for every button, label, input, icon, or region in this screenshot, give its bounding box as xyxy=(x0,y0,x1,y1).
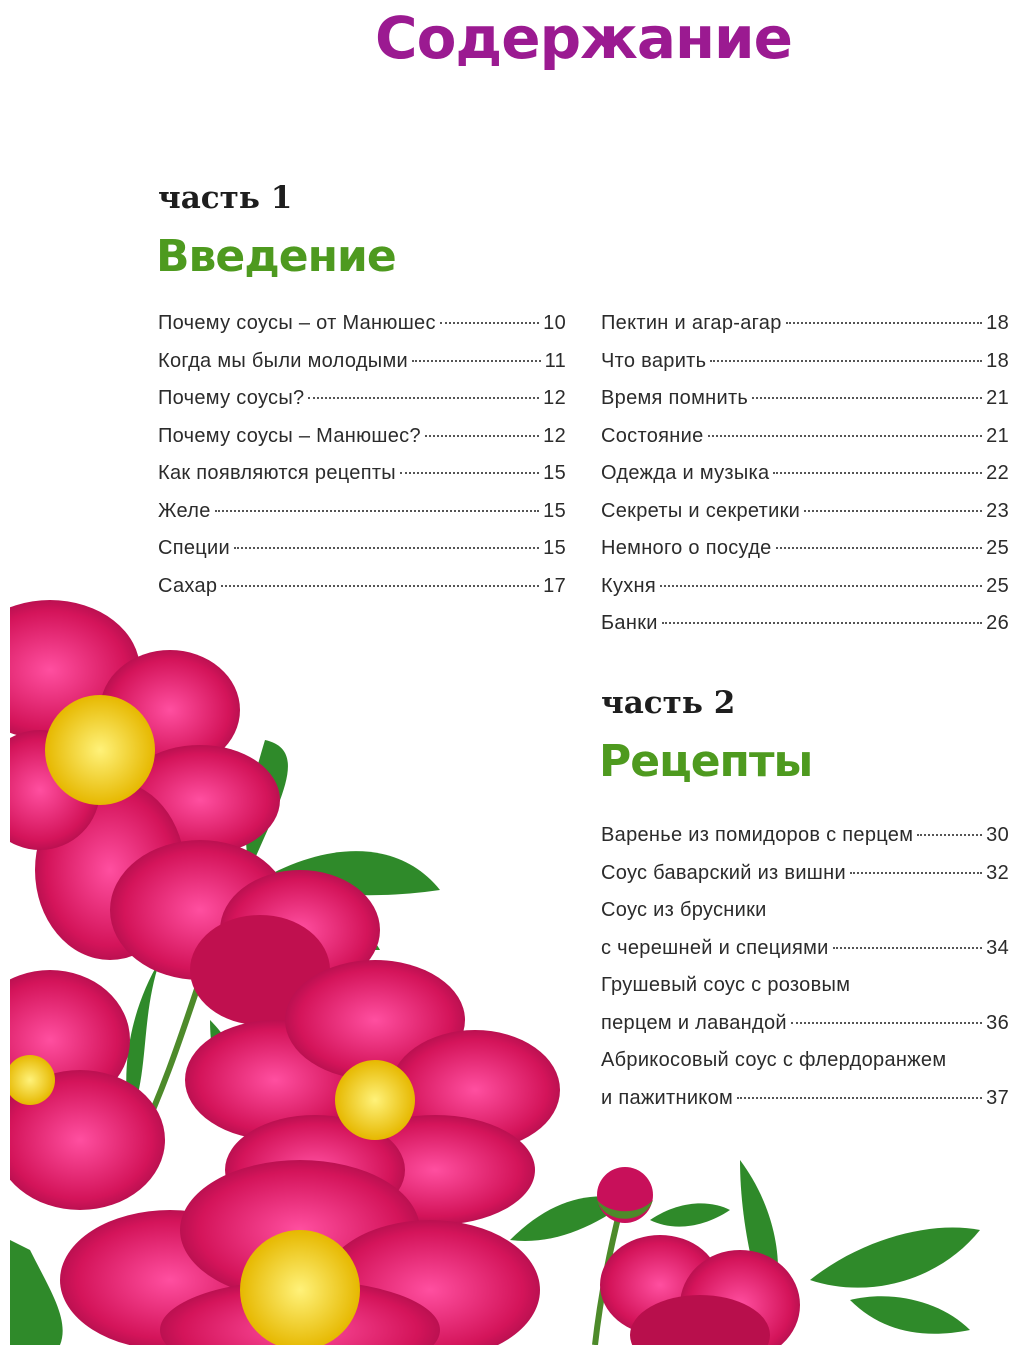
toc-entry-page: 18 xyxy=(986,349,1009,372)
toc-entry[interactable] xyxy=(601,312,1009,350)
toc-leader-dots xyxy=(234,547,539,549)
toc-entry-page: 34 xyxy=(986,936,1009,959)
toc-leader-dots xyxy=(308,397,539,399)
toc-entry-page: 22 xyxy=(986,462,1009,484)
toc-entry-title: Секреты и секретики xyxy=(601,499,801,522)
toc-entry[interactable] xyxy=(601,350,1009,388)
part1-heading: Введение xyxy=(156,231,396,282)
toc-entry-page: 26 xyxy=(986,612,1009,634)
toc-entry-title: Кухня xyxy=(601,574,657,597)
toc-entry-title-line1: Соус из брусники xyxy=(601,899,767,921)
leaf xyxy=(850,1296,970,1334)
toc-entry[interactable] xyxy=(601,425,1009,463)
toc-entry-page: 15 xyxy=(543,499,566,522)
toc-entry-page: 36 xyxy=(986,1011,1009,1034)
toc-entry-page: 10 xyxy=(543,312,566,334)
toc-entry-title-line1: Грушевый соус с розовым xyxy=(601,974,851,996)
toc-entry-page: 25 xyxy=(986,574,1009,597)
leaf xyxy=(810,1227,980,1287)
toc-entry-title: Что варить xyxy=(601,349,707,372)
toc-entry-title: перцем и лавандой xyxy=(601,1011,787,1034)
toc-entry[interactable] xyxy=(158,387,566,425)
toc-entry-page: 37 xyxy=(986,1086,1009,1109)
toc-entry-title: Состояние xyxy=(601,424,704,447)
toc-entry[interactable] xyxy=(601,537,1009,575)
toc-leader-dots xyxy=(400,472,539,474)
toc-entry[interactable] xyxy=(158,312,566,350)
toc-entry-page: 15 xyxy=(543,462,566,484)
toc-leader-dots xyxy=(221,585,539,587)
toc-entry[interactable] xyxy=(158,500,566,538)
part2-heading: Рецепты xyxy=(599,736,813,787)
toc-entry-page: 12 xyxy=(543,424,566,447)
toc-entry[interactable] xyxy=(158,425,566,463)
toc-entry-title: Немного о посуде xyxy=(601,537,772,559)
toc-entry[interactable] xyxy=(158,537,566,575)
toc-leader-dots xyxy=(412,360,541,362)
toc-entry-page: 11 xyxy=(544,349,566,372)
toc-entry-page: 12 xyxy=(543,387,566,409)
toc-entry-title: Почему соусы? xyxy=(158,387,305,409)
peony-flowers-illustration xyxy=(10,600,1010,1345)
toc-entry-title: Пектин и агар-агар xyxy=(601,312,782,334)
part1-label: часть 1 xyxy=(158,180,293,216)
toc-entry[interactable] xyxy=(601,387,1009,425)
toc-entry-title: Специи xyxy=(158,537,230,559)
toc-entry-title: с черешней и специями xyxy=(601,936,829,959)
toc-entry-title-line1: Абрикосовый соус с флердоранжем xyxy=(601,1049,947,1071)
toc-entry-title: Как появляются рецепты xyxy=(158,462,396,484)
toc-entry-title: Желе xyxy=(158,499,211,522)
part2-label: часть 2 xyxy=(601,685,736,721)
toc-entry-title: Почему соусы – Манюшес? xyxy=(158,424,421,447)
toc-entry-title: Одежда и музыка xyxy=(601,462,770,484)
toc-leader-dots xyxy=(660,585,982,587)
toc-entry-page: 25 xyxy=(986,537,1009,559)
leaf xyxy=(650,1203,730,1226)
toc-leader-dots xyxy=(215,510,539,512)
page-title: Содержание xyxy=(375,4,793,72)
toc-entry-page: 23 xyxy=(986,499,1009,522)
toc-entry-page: 15 xyxy=(543,537,566,559)
toc-leader-dots xyxy=(804,510,982,512)
toc-entry[interactable] xyxy=(158,462,566,500)
toc-leader-dots xyxy=(786,322,982,324)
toc-part1-column2 xyxy=(601,312,1009,650)
toc-leader-dots xyxy=(708,435,983,437)
toc-entry[interactable] xyxy=(158,350,566,388)
toc-entry-title: и пажитником xyxy=(601,1086,734,1109)
toc-entry-page: 21 xyxy=(986,387,1009,409)
toc-entry-title: Банки xyxy=(601,612,658,634)
leaf xyxy=(10,1240,63,1345)
toc-entry-page: 17 xyxy=(543,574,566,597)
toc-entry-title: Почему соусы – от Манюшес xyxy=(158,312,436,334)
toc-leader-dots xyxy=(773,472,982,474)
toc-entry-title: Когда мы были молодыми xyxy=(158,349,409,372)
toc-entry-page: 30 xyxy=(986,824,1009,846)
toc-part1-column1 xyxy=(158,312,566,612)
toc-leader-dots xyxy=(710,360,982,362)
peony-bud xyxy=(597,1167,653,1223)
toc-entry-title: Сахар xyxy=(158,574,218,597)
toc-leader-dots xyxy=(425,435,539,437)
toc-leader-dots xyxy=(440,322,539,324)
toc-entry-title: Соус баварский из вишни xyxy=(601,861,846,884)
toc-leader-dots xyxy=(776,547,983,549)
toc-entry-title: Время помнить xyxy=(601,387,749,409)
toc-entry-page: 21 xyxy=(986,424,1009,447)
toc-entry-page: 18 xyxy=(986,312,1009,334)
toc-entry-title: Варенье из помидоров с перцем xyxy=(601,824,914,846)
toc-entry[interactable] xyxy=(601,462,1009,500)
toc-entry[interactable] xyxy=(601,500,1009,538)
toc-entry-page: 32 xyxy=(986,861,1009,884)
toc-leader-dots xyxy=(752,397,982,399)
